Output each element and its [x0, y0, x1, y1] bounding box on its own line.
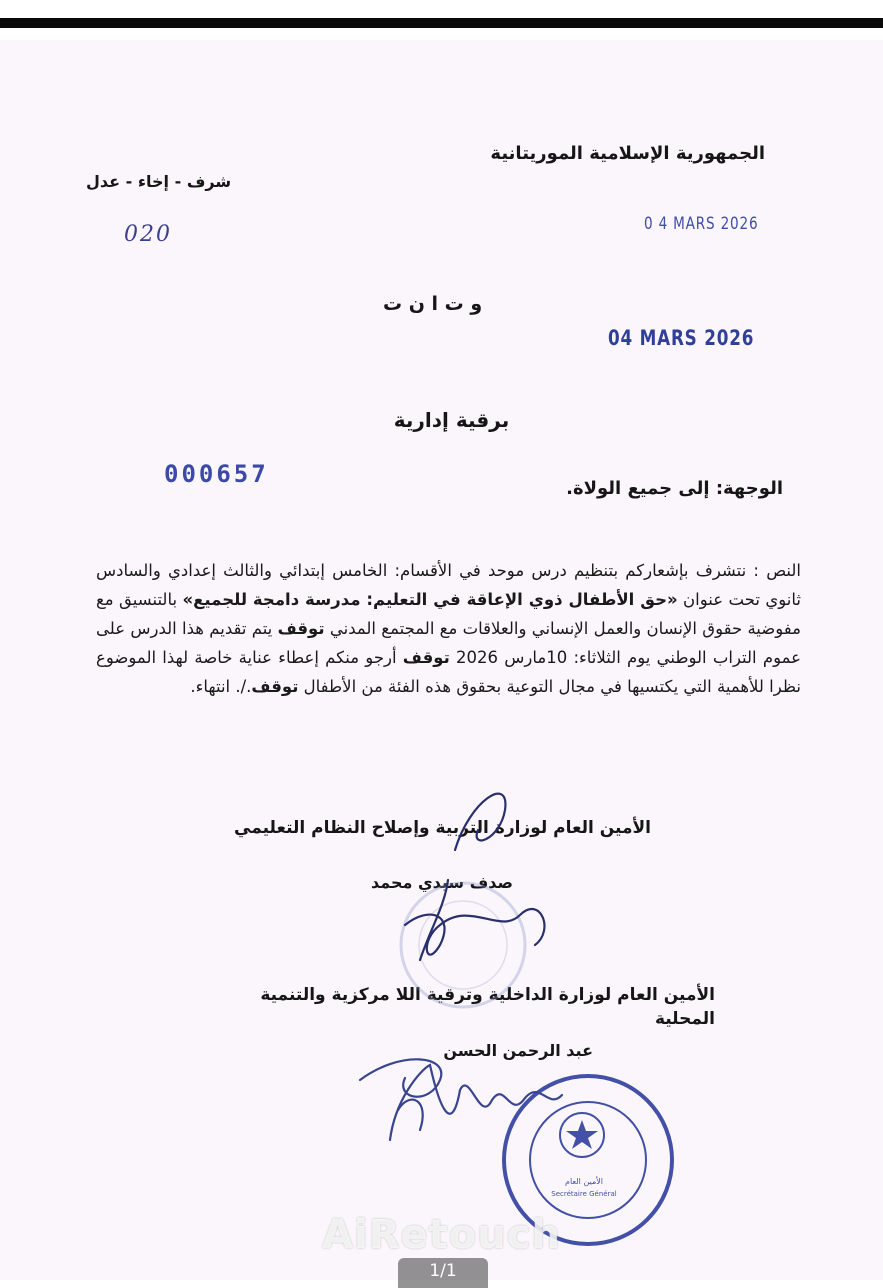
seal-caption-ar: الأمين العام — [564, 1177, 604, 1186]
body-text-5: ./. انتهاء. — [190, 677, 252, 696]
body-text-1: النص : نتشرف بإشعاركم بتنظيم درس موحد في الأقسام: الخامس إبتدائي والثالث إعدادي والسادس ثانوي تحت عنوان — [96, 561, 801, 609]
body-text-3: يتم تقديم هذا الدرس على عموم التراب الوطني يوم الثلاثاء: 10مارس 2026 — [96, 619, 801, 667]
faded-seal-1 — [401, 883, 525, 1007]
document-type: برقية إدارية — [393, 408, 510, 432]
signatory-2-name: عبد الرحمن الحسن — [443, 1041, 593, 1060]
page-indicator: 1/1 — [398, 1258, 488, 1288]
stop-word-2: توقف — [402, 648, 450, 667]
signatory-1-name: صدف سيدي محمد — [370, 873, 513, 892]
body-text-2: بالتنسيق مع مفوضية حقوق الإنسان والعمل الإنساني والعلاقات مع المجتمع المدني — [96, 590, 801, 638]
signatory-1-title: الأمين العام لوزارة التربية وإصلاح النظام التعليمي — [234, 818, 651, 838]
country-header: الجمهورية الإسلامية الموريتانية — [490, 143, 765, 164]
body-text-4: أرجو منكم إعطاء عناية خاصة لهذا الموضوع نظرا للأهمية التي يكتسيها في مجال التوعية بحقوق هذه الفئة من الأطفال — [96, 648, 801, 696]
stop-word-1: توقف — [277, 619, 325, 638]
handwritten-number: 020 — [124, 222, 172, 247]
seal-star-icon — [566, 1120, 598, 1149]
date-stamp-1: 0 4 MARS 2026 — [644, 214, 759, 234]
seal-caption-fr: Secrétaire Général — [551, 1190, 617, 1198]
registry-label: و ت ا ن ت — [383, 293, 483, 315]
signatory-2-title: الأمين العام لوزارة الداخلية وترقية اللا مركزية والتنمية المحلية — [260, 985, 715, 1029]
serial-number: 000657 — [164, 460, 269, 488]
app-watermark: AiRetouch — [322, 1212, 561, 1258]
addressee: الوجهة: إلى جميع الولاة. — [566, 478, 783, 499]
stop-word-3: توقف — [251, 677, 299, 696]
date-stamp-2: 04 MARS 2026 — [608, 326, 755, 350]
lesson-title: «حق الأطفال ذوي الإعاقة في التعليم: مدرسة دامجة للجميع» — [182, 590, 678, 609]
national-motto: شرف - إخاء - عدل — [86, 172, 232, 191]
